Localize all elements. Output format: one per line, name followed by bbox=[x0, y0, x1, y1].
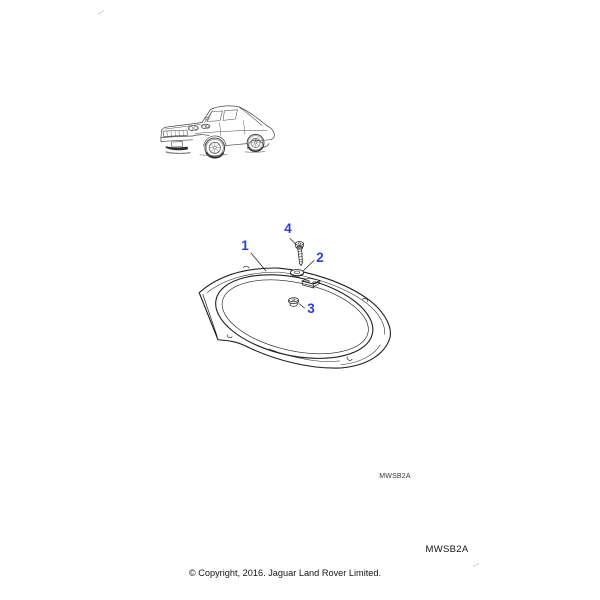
headlamps bbox=[188, 124, 210, 131]
leader-lines bbox=[251, 239, 314, 309]
exploded-parts-diagram bbox=[190, 222, 410, 392]
callout-1[interactable]: 1 bbox=[241, 238, 249, 253]
copyright-notice: © Copyright, 2016. Jaguar Land Rover Limited. bbox=[188, 568, 382, 578]
washer-part[interactable] bbox=[290, 270, 303, 277]
leader-line-4 bbox=[290, 239, 296, 245]
leader-line-2 bbox=[304, 261, 315, 271]
callout-3[interactable]: 3 bbox=[307, 301, 315, 316]
front-wheel bbox=[205, 138, 225, 158]
callout-4[interactable]: 4 bbox=[284, 221, 292, 236]
stray-tick-mark-top bbox=[96, 8, 110, 18]
screw-part[interactable] bbox=[296, 242, 304, 266]
car-body bbox=[161, 106, 275, 150]
figure-code-label: MWSB2A bbox=[425, 544, 469, 555]
figure-code-watermark: MWSB2A bbox=[379, 473, 411, 480]
car-illustration bbox=[159, 96, 284, 168]
clip-part[interactable] bbox=[289, 298, 299, 306]
leader-line-3 bbox=[299, 304, 305, 309]
callout-2[interactable]: 2 bbox=[316, 250, 324, 265]
